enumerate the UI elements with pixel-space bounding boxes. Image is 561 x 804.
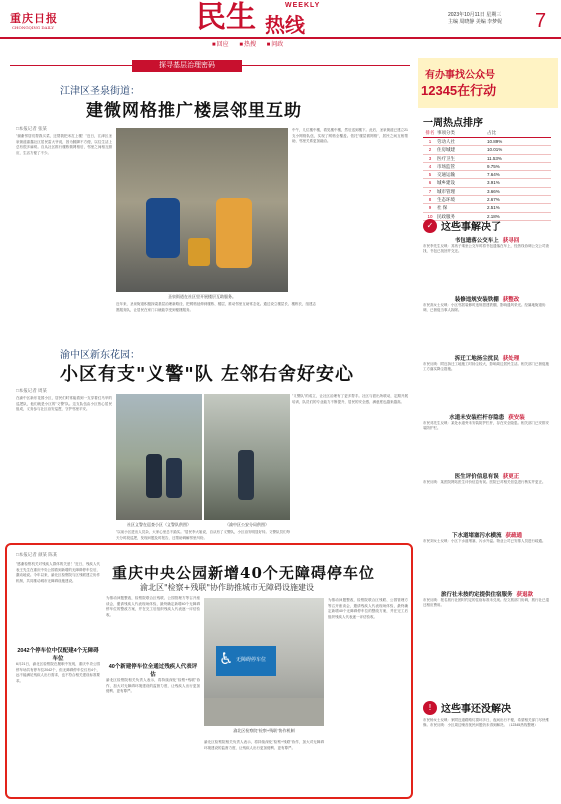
article3-caption: 渝北区检察院"检察+残联"协作机制 bbox=[233, 728, 295, 733]
ranking-cell-category: 民政服务 bbox=[437, 213, 455, 219]
article2-body-col2: "以前小区进出人员杂，大家心里总不踏实。"居民李大姐说，自从有了义警队，小区治安明显好转。义警队员们每天分时段巡逻，发现问题及时报告，还帮助调解邻里纠纷。 bbox=[116, 530, 290, 540]
ranking-cell-category: 生态环境 bbox=[437, 197, 455, 203]
solved-item bbox=[423, 295, 551, 351]
ranking-header-row bbox=[423, 130, 551, 138]
ranking-cell-rank: 10 bbox=[427, 213, 433, 219]
solved-item-title bbox=[423, 295, 551, 303]
solved-item-tag: 获更正 bbox=[502, 474, 520, 480]
article3-body-col2b: 渝北区检察院相关负责人表示，将持续深化"检察+残联"协作，加大对无障碍环境建设的监督力度，让残疾人出行更加便利、更有尊严。 bbox=[106, 678, 200, 693]
article1-body-col3: 中午，几位楼中楼，看见楼中楼，然后送到楼下。此后，圣泉街道已建立21支小网格队伍，实现了网格全覆盖。依托"楼层微网格"，居民之间互相帮助，邻里关系更加融洽。 bbox=[292, 128, 408, 143]
solved-item-title-text: 下水道堵塞污水横流 bbox=[451, 533, 502, 539]
ranking-row bbox=[423, 163, 551, 171]
ranking-table bbox=[423, 130, 551, 221]
warning-icon: ! bbox=[423, 701, 437, 715]
page-number: 7 bbox=[535, 10, 547, 32]
article3-body-col3: 渝北区检察院相关负责人表示，将持续深化"检察+残联"协作，加大对无障碍环境建设的监督力度，让残疾人出行更加便利、更有尊严。 bbox=[204, 740, 324, 750]
article2-body-col3: "义警队"的成立，让社区治理有了更多帮手。社区与派出所联动，定期开展培训，队员们的专业能力不断提升，居民的安全感、满意度也越来越高。 bbox=[292, 394, 408, 404]
section-title-sub: 热线 bbox=[265, 13, 305, 37]
article3-body-col1b: 6月21日，渝北区检察院在履职中发现，重庆中央公园停车场共有停车位2042个，但无障碍停车位仅有4个，远不能满足残疾人出行需求，也不符合相关建设标准要求。 bbox=[16, 662, 100, 683]
article1-byline: □本报记者 张某 bbox=[16, 126, 47, 131]
ranking-row bbox=[423, 171, 551, 179]
ranking-cell-category: 社 保 bbox=[437, 205, 448, 211]
article1-body-col1: "谢谢邻居们帮我买菜，还帮我把米扛上楼！"近日，江津区圣泉街道嘉鑫社区居民雷大爷说，因为腿脚不方便，以往生活上总有很多麻烦。自从社区推行楼栋微网格后，邻里之间相互照应，生活方便了不少。 bbox=[16, 134, 112, 155]
solved-list bbox=[423, 236, 551, 649]
ranking-row bbox=[423, 138, 551, 146]
article3-photo bbox=[204, 598, 324, 726]
solved-section bbox=[423, 218, 501, 233]
photo-person bbox=[216, 198, 252, 268]
ranking-cell-rank: 5 bbox=[428, 172, 432, 178]
section-title-main: 民生 bbox=[196, 0, 256, 35]
ranking-cell-pct: 3.91% bbox=[487, 180, 500, 186]
hotline-number: 12345在行动 bbox=[421, 83, 497, 98]
solved-item bbox=[423, 354, 551, 410]
article1-body-col2: 近年来，圣泉街道积极探索基层治理新路径，把网格延伸到楼栋、楼层，推动邻里互助常态化。通过设立楼层长、楼栋长，组建志愿服务队，让居民在家门口就能享受到便捷服务。 bbox=[116, 302, 316, 312]
solved-item-title-text: 医生评价信息有误 bbox=[454, 474, 499, 480]
article3-subhead-2: 40个新建停车位全通过残疾人代表评估 bbox=[108, 664, 198, 678]
solved-item-title bbox=[423, 413, 551, 421]
sign-text: 无障碍停车位 bbox=[236, 657, 267, 663]
article2-photo-2 bbox=[204, 394, 290, 520]
article1-headline: 建微网格推广楼层邻里互助 bbox=[86, 101, 302, 121]
solved-item-tag: 获整改 bbox=[502, 297, 520, 303]
ranking-cell-category: 交通运输 bbox=[437, 172, 455, 178]
topic-tag: ■ 问政 bbox=[267, 42, 284, 48]
solved-item-title bbox=[423, 531, 551, 539]
unsolved-section bbox=[423, 700, 511, 715]
weekly-label: WEEKLY bbox=[285, 2, 321, 9]
solved-item-title-text: 装修违规安装铁棚 bbox=[454, 297, 499, 303]
ranking-cell-pct: 2.67% bbox=[487, 197, 500, 203]
ranking-row bbox=[423, 204, 551, 212]
solved-item bbox=[423, 590, 551, 646]
ranking-cell-rank: 4 bbox=[428, 163, 432, 169]
ranking-rows bbox=[423, 138, 551, 221]
ranking-cell-pct: 10.01% bbox=[487, 147, 503, 153]
date-box bbox=[448, 12, 502, 26]
solved-item-body: 市民反映：报名旅行社团时约定的住宿标准未兑现。经文旅部门协调，旅行社已退还相应费用。 bbox=[423, 598, 549, 608]
article2-byline: □本报记者 周某 bbox=[16, 388, 47, 393]
ranking-cell-pct: 7.64% bbox=[487, 172, 500, 178]
ranking-col-rank: 排名 bbox=[425, 130, 435, 135]
ranking-cell-rank: 8 bbox=[428, 197, 432, 203]
solved-item-tag: 获寻回 bbox=[502, 238, 520, 244]
topic-tag: ■ 回应 bbox=[212, 42, 229, 48]
newspaper-logo-sub: CHONGQING DAILY bbox=[12, 25, 55, 30]
solved-item-title-text: 书包遗落公交车上 bbox=[454, 238, 499, 244]
solved-item-body: 市民反映：某医院网站医生评价信息有误。医院已对相关信息进行核实并更正。 bbox=[423, 480, 546, 484]
ranking-cell-rank: 3 bbox=[428, 155, 432, 161]
photo-person bbox=[146, 198, 180, 258]
ranking-cell-category: 城市管理 bbox=[437, 188, 455, 194]
ranking-cell-pct: 9.75% bbox=[487, 163, 500, 169]
ranking-cell-rank: 2 bbox=[428, 147, 432, 153]
article2-caption-1: 社区义警在巡查小区（义警队供图） bbox=[127, 522, 191, 527]
solved-item-tag: 获疏通 bbox=[505, 533, 523, 539]
solved-item bbox=[423, 531, 551, 587]
photo-person bbox=[238, 450, 254, 500]
solved-item-tag: 获退款 bbox=[516, 592, 534, 598]
solved-item-title bbox=[423, 590, 551, 598]
solved-item-title-text: 拆迁工地扬尘扰民 bbox=[454, 356, 499, 362]
ranking-col-pct: 占比 bbox=[487, 130, 496, 135]
ranking-row bbox=[423, 196, 551, 204]
solved-item bbox=[423, 472, 551, 528]
solved-item-body: 市民高女士反映：小区邻居装修时违规搭建铁棚，影响通风采光。经属地街道协调，已督促当事人拆除。 bbox=[423, 303, 546, 313]
unsolved-heading: 这些事还没解决 bbox=[441, 704, 511, 715]
ranking-cell-pct: 2.18% bbox=[487, 213, 500, 219]
solved-item-body: 市民邓先生反映：某处水道旁未安装防护栏杆，存在安全隐患。相关部门已安排安装防护栏。 bbox=[423, 421, 549, 431]
ranking-cell-category: 劳动人社 bbox=[437, 139, 455, 144]
ranking-cell-category: 城乡建设 bbox=[437, 180, 455, 186]
ranking-row bbox=[423, 179, 551, 187]
ranking-cell-pct: 2.51% bbox=[487, 205, 500, 211]
article2-kicker: 渝中区新东花园： bbox=[60, 350, 140, 361]
photo-person bbox=[146, 454, 162, 498]
article2-headline: 小区有支"义警"队 左邻右舍好安心 bbox=[60, 364, 355, 385]
solved-item bbox=[423, 413, 551, 469]
topic-tag: ■ 热搜 bbox=[239, 42, 256, 48]
article2-photo-1 bbox=[116, 394, 202, 520]
photo-object bbox=[188, 238, 210, 266]
article2-body-col1: 在渝中区新东花园小区，居民们时常能看到一支穿着红马甲的巡逻队，他们就是小区的"义警"队。这支队伍由小区热心居民组成，义务参与社区治安巡逻，守护邻里平安。 bbox=[16, 396, 112, 411]
solved-item-tag: 获处理 bbox=[502, 356, 520, 362]
photo-person bbox=[166, 458, 182, 498]
ranking-cell-category: 医疗卫生 bbox=[437, 155, 455, 161]
article1-caption: 圣泉街道在社区里开展楼层互助服务。 bbox=[168, 294, 236, 299]
solved-item-body: 市民刘女士反映：小区下水道堵塞，污水外溢。物业公司已安排人员进行疏通。 bbox=[423, 539, 546, 543]
solved-item bbox=[423, 236, 551, 292]
article3-subhead-1: 2042个停车位中仅配建4个无障碍车位 bbox=[17, 648, 99, 662]
ranking-col-category: 事项分类 bbox=[437, 130, 455, 135]
solved-item-title bbox=[423, 236, 551, 244]
solved-item-tag: 获安装 bbox=[508, 415, 525, 421]
article3-body-col4: 为推动问题整改，检察院联合区残联、公园管理方等召开座谈会，邀请残疾人代表现场体验，最终确定新增40个无障碍停车位的整改方案，并在完工后组织残疾人代表逐一评估验收。 bbox=[328, 598, 408, 619]
article1-photo bbox=[116, 128, 288, 292]
article1-kicker: 江津区圣泉街道： bbox=[60, 86, 140, 97]
article2-caption-2: （渝中区公安分局供图） bbox=[225, 522, 269, 527]
article3-byline: □本报记者 颜某 陈某 bbox=[16, 552, 58, 557]
ranking-cell-category: 住房城建 bbox=[437, 147, 455, 153]
article3-body-col1: "感谢检察机关对残疾人群体的关爱！"近日，残疾人代表王先生在重庆中央公园看到新增的无障碍停车位后，激动地说。今年以来，渝北区检察院与区残联建立协作机制，共同推动城市无障碍设施建设。 bbox=[16, 562, 100, 583]
column-label: 探寻基层治理密码 bbox=[132, 60, 242, 72]
unsolved-body: 市民杨女士反映：家附近道路路灯损坏多日，夜间出行不便，希望相关部门尽快维修。市民反映：小区周边噪音扰民问题仍未得到解决。（12345热线整理） bbox=[423, 718, 549, 728]
topic-tags bbox=[212, 39, 292, 48]
ranking-title: 一周热点排序 bbox=[423, 118, 483, 129]
solved-item-title bbox=[423, 472, 551, 480]
ranking-cell-rank: 6 bbox=[428, 180, 432, 186]
solved-item-title-text: 旅行社未按约定提供住宿服务 bbox=[440, 592, 513, 598]
check-icon: ✓ bbox=[423, 219, 437, 233]
ranking-cell-pct: 11.53% bbox=[487, 155, 502, 161]
article3-body-col2: 为推动问题整改，检察院联合区残联、公园管理方等召开座谈会，邀请残疾人代表现场体验，最终确定新增40个无障碍停车位的整改方案，并在完工后组织残疾人代表逐一评估验收。 bbox=[106, 596, 200, 617]
ranking-row bbox=[423, 155, 551, 163]
article3-headline: 重庆中央公园新增40个无障碍停车位 bbox=[112, 564, 375, 582]
ranking-cell-rank: 1 bbox=[428, 139, 432, 144]
accessible-parking-sign bbox=[216, 646, 276, 676]
ranking-cell-rank: 9 bbox=[428, 205, 432, 211]
editor-line: 主编 周晓静 美编 李梦妮 bbox=[448, 19, 503, 25]
hotline-text: 有办事找公众号 bbox=[425, 70, 495, 81]
article3-subtitle: 渝北区"检察+残联"协作助推城市无障碍设施建设 bbox=[140, 583, 315, 592]
photo-ground bbox=[204, 698, 324, 726]
newspaper-logo: 重庆日报 bbox=[10, 12, 58, 25]
ranking-row bbox=[423, 146, 551, 154]
solved-item-title bbox=[423, 354, 551, 362]
wheelchair-icon: ♿ bbox=[219, 649, 234, 668]
solved-item-body: 市民反映：附近拆迁工地施工时扬尘较大，影响周边居民生活。相关部门已督促施工方落实降尘措施。 bbox=[423, 362, 549, 372]
ranking-cell-pct: 10.89% bbox=[487, 139, 503, 144]
date-line: 2023年10月11日 星期三 bbox=[448, 12, 502, 18]
solved-item-title-text: 水道未安装栏杆存隐患 bbox=[449, 415, 505, 421]
ranking-row bbox=[423, 188, 551, 196]
solved-item-body: 市民李先生反映：其孩子乘坐公交车时将书包遗落在车上，经热线协调公交公司查找，书包已找回并交还。 bbox=[423, 244, 549, 254]
ranking-cell-pct: 3.66% bbox=[487, 188, 500, 194]
ranking-cell-category: 市场监管 bbox=[437, 163, 455, 169]
solved-heading: 这些事解决了 bbox=[441, 222, 501, 233]
ranking-cell-rank: 7 bbox=[428, 188, 432, 194]
